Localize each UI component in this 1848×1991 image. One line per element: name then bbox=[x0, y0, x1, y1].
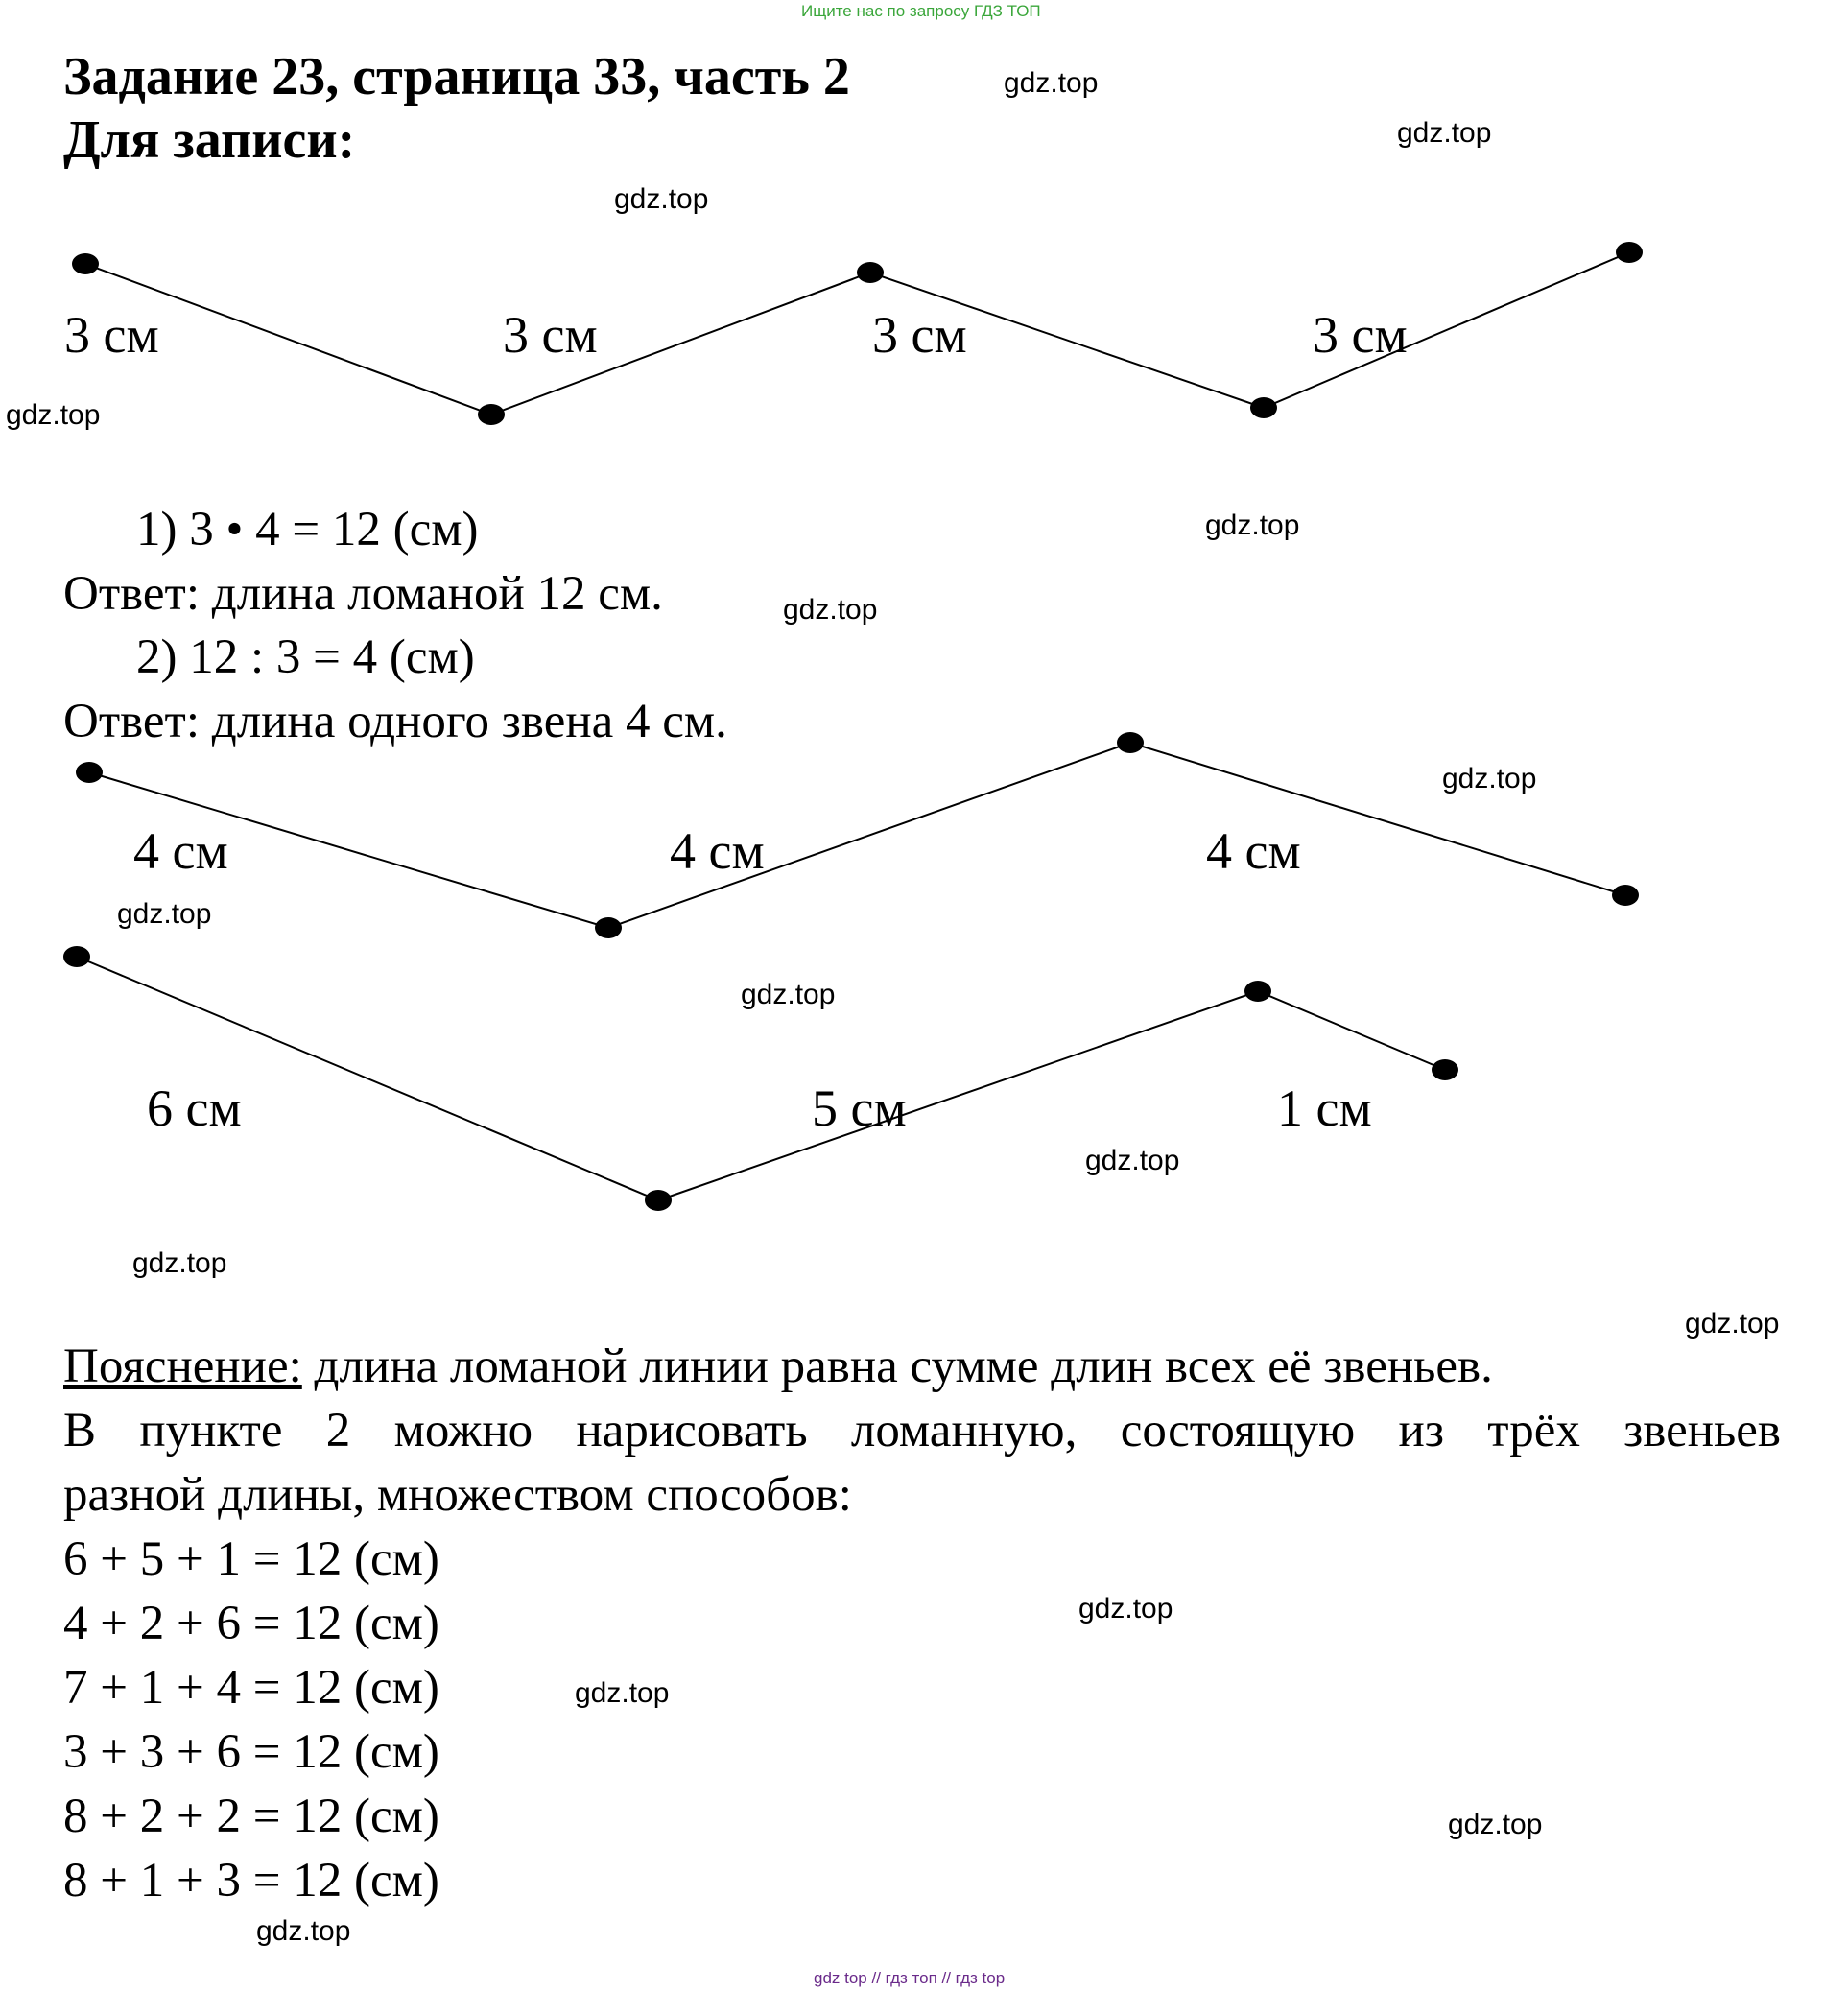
watermark: gdz.top bbox=[1085, 1145, 1180, 1176]
explanation-label: Пояснение: bbox=[63, 1339, 302, 1393]
watermark: gdz.top bbox=[1442, 763, 1537, 794]
vertex bbox=[63, 946, 90, 967]
watermark: gdz.top bbox=[1397, 117, 1492, 149]
vertex bbox=[1244, 981, 1271, 1002]
explanation-line-1 bbox=[63, 1339, 1493, 1393]
sum-line: 8 + 2 + 2 = 12 (см) bbox=[63, 1790, 439, 1843]
sum-line: 3 + 3 + 6 = 12 (см) bbox=[63, 1725, 439, 1779]
sum-line: 7 + 1 + 4 = 12 (см) bbox=[63, 1661, 439, 1715]
vertex bbox=[857, 262, 884, 283]
polyline-2 bbox=[89, 743, 1625, 928]
page-subtitle: Для записи: bbox=[63, 110, 356, 170]
watermark: gdz.top bbox=[256, 1915, 351, 1947]
watermark: gdz.top bbox=[6, 399, 101, 431]
watermark: gdz.top bbox=[1205, 510, 1300, 541]
segment-label: 1 см bbox=[1277, 1079, 1372, 1137]
step-2-answer: Ответ: длина одного звена 4 см. bbox=[63, 695, 727, 748]
step-1-expression: 1) 3 • 4 = 12 (см) bbox=[136, 503, 479, 557]
step-2-expression: 2) 12 : 3 = 4 (см) bbox=[136, 630, 475, 684]
vertex bbox=[1250, 397, 1277, 418]
vertex bbox=[1432, 1059, 1458, 1080]
sum-line: 8 + 1 + 3 = 12 (см) bbox=[63, 1854, 439, 1908]
vertex bbox=[595, 917, 622, 938]
segment-label: 3 см bbox=[872, 306, 967, 364]
vertex bbox=[72, 253, 99, 274]
polyline-figure-2 bbox=[89, 743, 1625, 928]
watermark: gdz.top bbox=[1078, 1593, 1173, 1624]
sum-line: 6 + 5 + 1 = 12 (см) bbox=[63, 1532, 439, 1586]
step-1-answer: Ответ: длина ломаной 12 см. bbox=[63, 567, 663, 621]
vertex bbox=[1616, 242, 1643, 263]
sum-line: 4 + 2 + 6 = 12 (см) bbox=[63, 1597, 439, 1650]
explanation-line-3: разной длины, множеством способов: bbox=[63, 1468, 852, 1522]
segment-label: 4 см bbox=[133, 822, 228, 880]
vertex bbox=[1612, 885, 1639, 906]
polyline-figure-2-vertices bbox=[76, 732, 1639, 938]
top-banner: Ищите нас по запросу ГДЗ ТОП bbox=[801, 2, 1041, 20]
watermark: gdz.top bbox=[783, 594, 878, 626]
watermark: gdz.top bbox=[117, 898, 212, 930]
vertex bbox=[1117, 732, 1144, 753]
watermark: gdz.top bbox=[575, 1677, 670, 1709]
watermark: gdz.top bbox=[614, 183, 709, 215]
watermark: gdz.top bbox=[741, 979, 836, 1010]
segment-label: 4 см bbox=[670, 822, 765, 880]
page-title: Задание 23, страница 33, часть 2 bbox=[63, 47, 850, 107]
segment-label: 6 см bbox=[147, 1079, 242, 1137]
segment-label: 3 см bbox=[503, 306, 598, 364]
watermark: gdz.top bbox=[132, 1247, 227, 1279]
vertex bbox=[76, 762, 103, 783]
watermark: gdz.top bbox=[1448, 1809, 1543, 1840]
segment-label: 5 см bbox=[812, 1079, 907, 1137]
bottom-banner: gdz top // гдз топ // гдз top bbox=[814, 1969, 1006, 1987]
segment-label: 3 см bbox=[64, 306, 159, 364]
explanation-line-2: В пункте 2 можно нарисовать ломанную, состоящую из трёх звеньев bbox=[63, 1404, 1781, 1458]
watermark: gdz.top bbox=[1004, 67, 1099, 99]
vertex bbox=[478, 404, 505, 425]
watermark: gdz.top bbox=[1685, 1308, 1780, 1339]
vertex bbox=[645, 1190, 672, 1211]
segment-label: 4 см bbox=[1206, 822, 1301, 880]
segment-label: 3 см bbox=[1313, 306, 1408, 364]
explanation-text: длина ломаной линии равна сумме длин всех её звеньев. bbox=[301, 1339, 1493, 1393]
